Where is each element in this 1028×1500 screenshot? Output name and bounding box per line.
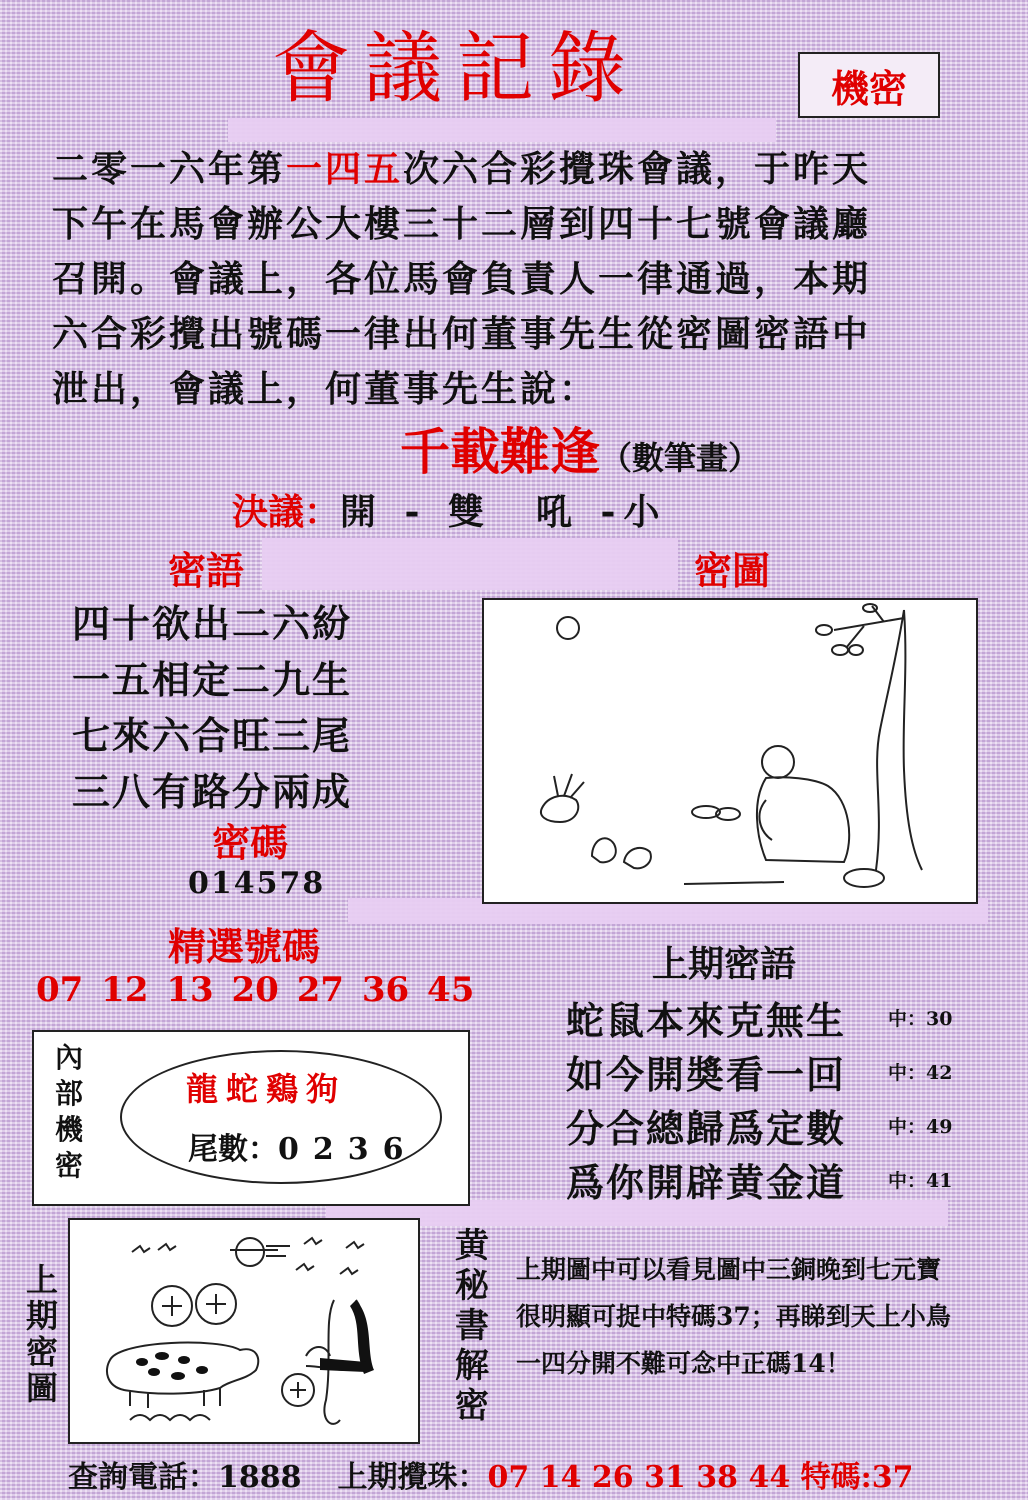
resolution	[232, 484, 668, 535]
stick	[684, 882, 784, 884]
tail-digits: 0236	[278, 1132, 418, 1167]
resolution-value: 開 - 雙 吼 -小	[340, 491, 668, 533]
last-poem-line: 蛇鼠本來克無生	[566, 998, 847, 1043]
previous-picture-drawing	[70, 1220, 418, 1442]
bird-icon	[340, 1268, 358, 1274]
prev-label-char: 期	[25, 1297, 58, 1335]
theme-line	[400, 412, 760, 484]
rock	[844, 869, 884, 887]
child-head	[762, 746, 794, 778]
last-poem-line: 爲你開辟黄金道	[566, 1160, 847, 1205]
secret-words-label: 密語	[168, 549, 245, 593]
highlight-band-top	[228, 118, 776, 142]
bird-icon	[158, 1244, 176, 1250]
secret-picture-drawing	[484, 600, 976, 902]
last-poem-line: 分合總歸爲定數	[566, 1106, 847, 1151]
child-body	[757, 777, 849, 862]
intro-line-1	[52, 142, 992, 197]
lotus-icon	[306, 1347, 330, 1356]
poem-line: 四十欲出二六紛	[72, 601, 353, 646]
pick-number: 27	[296, 970, 345, 1010]
secret-code-value: 014578	[188, 866, 326, 901]
tree-trunk	[876, 610, 922, 870]
pick-number: 13	[166, 970, 214, 1010]
inside-label-char: 機	[54, 1113, 83, 1146]
issue-number: 一四五	[286, 148, 404, 190]
intro-line-3: 召開。會議上，各位馬會負責人一律通過，本期	[52, 258, 872, 300]
bird-icon	[304, 1238, 322, 1244]
secretary-label-char: 秘	[455, 1266, 489, 1306]
plant	[541, 774, 584, 822]
special-number: 37	[871, 1460, 914, 1495]
intro-line-1-post: 次六合彩攪珠會議，于昨天	[403, 148, 872, 190]
last-poem-hit: 中：41	[888, 1170, 953, 1192]
theme-phrase: 千載難逢	[400, 423, 600, 481]
moon-icon	[557, 617, 579, 639]
last-poem-row	[566, 1152, 953, 1206]
poem-line: 七來六合旺三尾	[72, 713, 353, 758]
poem-line: 一五相定二九生	[72, 657, 353, 702]
last-poem	[566, 990, 953, 1206]
resolution-label: 決議：	[232, 491, 341, 533]
selected-numbers	[36, 970, 474, 1010]
prev-label-char: 上	[25, 1261, 58, 1299]
secret-picture-label: 密圖	[694, 549, 771, 593]
intro-line-4: 六合彩攪出號碼一律出何董事先生從密圖密語中	[52, 313, 872, 355]
theme-note: （數筆畫）	[600, 439, 761, 477]
special-label: 特碼:	[800, 1460, 872, 1495]
intro-line-1-pre: 二零一六年第	[52, 148, 287, 190]
bird-icon	[346, 1242, 364, 1248]
last-poem-line: 如今開奬看一回	[566, 1052, 847, 1097]
secret-code-label: 密碼	[212, 821, 289, 865]
inside-secret-label	[52, 1040, 86, 1184]
bird-icon	[132, 1246, 150, 1252]
last-poem-row	[566, 990, 953, 1044]
secretary-label	[452, 1226, 492, 1426]
inside-label-char: 內	[54, 1041, 83, 1074]
selected-numbers-label: 精選號碼	[168, 925, 321, 969]
last-poem-hit: 中：30	[888, 1008, 953, 1030]
last-poem-row	[566, 1098, 953, 1152]
pick-number: 07	[36, 970, 84, 1010]
page-title: 會議記錄	[272, 24, 641, 114]
inside-label-char: 密	[54, 1149, 83, 1182]
last-draw-numbers: 07 14 26 31 38 44	[487, 1460, 791, 1495]
poem-line: 三八有路分兩成	[72, 769, 353, 814]
zodiac-animals: 龍蛇鷄狗	[186, 1070, 347, 1108]
intro-line-5: 泄出，會議上，何董事先生說：	[52, 368, 599, 410]
previous-picture	[68, 1218, 420, 1444]
confidential-tag: 機密	[798, 52, 940, 118]
chicken-icon	[592, 838, 616, 862]
tail-numbers	[188, 1124, 418, 1168]
highlight-band-middle	[262, 538, 678, 590]
intro-line-2: 下午在馬會辦公大樓三十二層到四十七號會議廳	[52, 203, 872, 245]
phone-label: 查詢電話：	[68, 1460, 218, 1495]
inside-label-char: 部	[54, 1077, 83, 1110]
pick-number: 45	[427, 970, 475, 1010]
pick-number: 20	[231, 970, 279, 1010]
prev-label-char: 圖	[25, 1369, 58, 1407]
secret-picture	[482, 598, 978, 904]
chicken-icon	[624, 848, 651, 868]
ingot-icon	[130, 1415, 210, 1420]
secretary-label-char: 解	[455, 1346, 489, 1386]
secretary-label-char: 書	[455, 1306, 489, 1346]
last-poem-row	[566, 1044, 953, 1098]
secret-poem	[72, 596, 352, 820]
footer	[68, 1452, 914, 1496]
phone-number: 1888	[218, 1460, 302, 1495]
last-poem-title: 上期密語	[652, 943, 797, 985]
secretary-explanation: 上期圖中可以看見圖中三銅晚到七元寶很明顯可捉中特碼37；再睇到天上小鳥一四分開不難可念中正碼14！	[516, 1255, 951, 1378]
sun-icon	[236, 1238, 264, 1266]
bird-icon	[296, 1264, 314, 1270]
last-poem-hit: 中：49	[888, 1116, 953, 1138]
tail-label: 尾數：	[188, 1132, 278, 1167]
last-poem-hit: 中：42	[888, 1062, 953, 1084]
pick-number: 12	[101, 970, 149, 1010]
secretary-label-char: 黄	[455, 1226, 489, 1266]
secretary-label-char: 密	[455, 1386, 489, 1426]
last-draw-label: 上期攪珠：	[337, 1460, 488, 1495]
pick-number: 36	[361, 970, 410, 1010]
prev-label-char: 密	[25, 1333, 58, 1371]
intro-paragraph	[52, 142, 992, 417]
previous-picture-label	[24, 1262, 60, 1406]
